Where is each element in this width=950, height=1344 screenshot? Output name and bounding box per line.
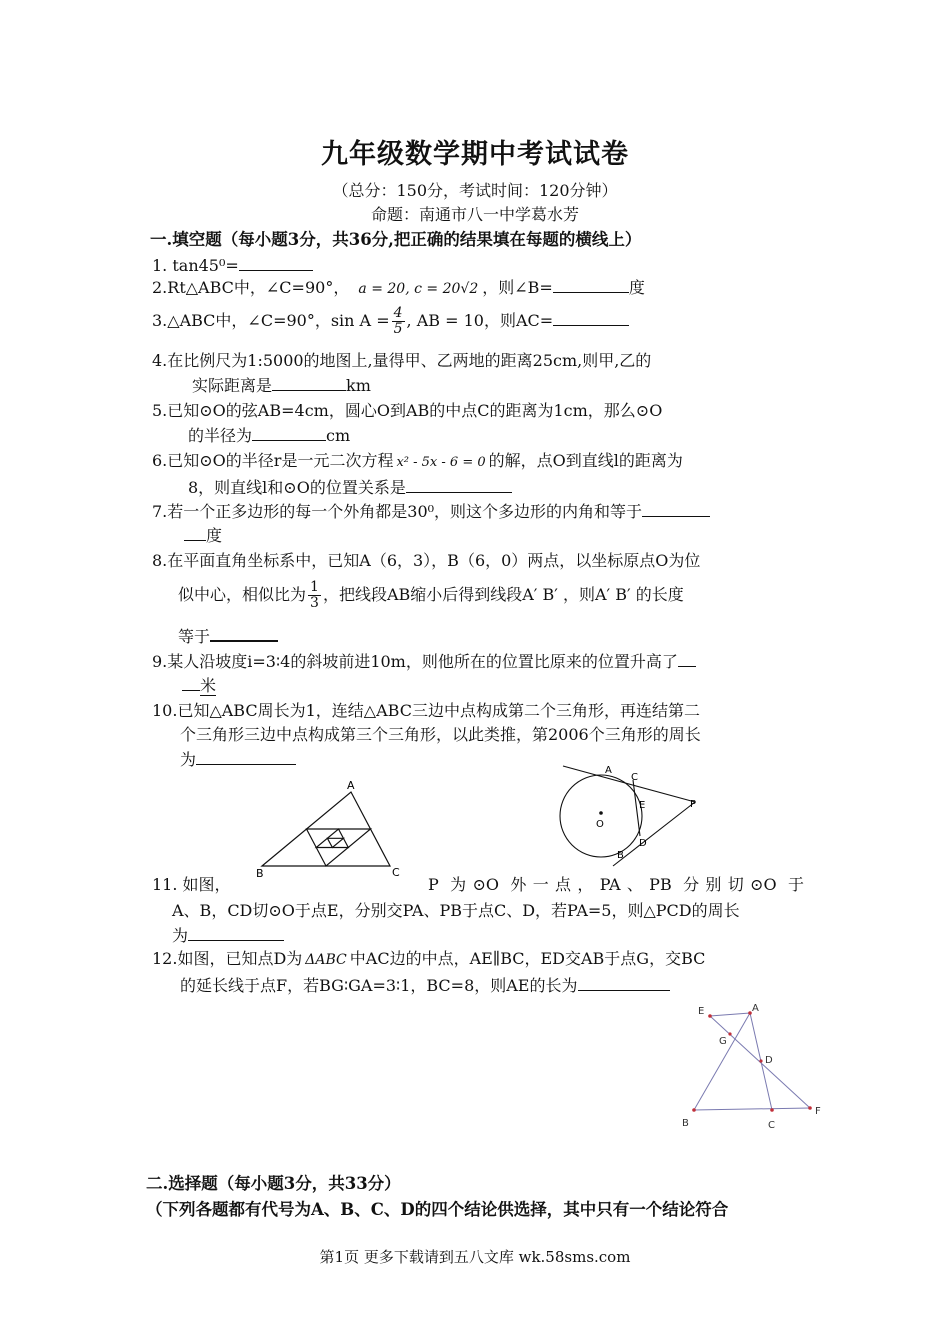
question-9-line-2	[182, 674, 216, 697]
question-8-text-c: ，把线段AB缩小后得到线段A′ B′ ，则A′ B′ 的长度	[322, 585, 684, 604]
segment-bf	[694, 1108, 810, 1110]
question-7-unit: 度	[206, 526, 223, 545]
fig1-label-a: A	[347, 780, 355, 792]
answer-blank	[188, 924, 284, 941]
answer-blank	[406, 476, 512, 493]
point-b	[692, 1108, 696, 1112]
question-2-text: 2.Rt△ABC中，∠C=90°，	[152, 278, 350, 297]
answer-blank	[642, 500, 710, 517]
answer-blank	[578, 974, 670, 991]
question-6-math: x² - 5x - 6 = 0	[396, 455, 486, 470]
question-5-text: 的半径为	[188, 426, 253, 445]
question-11-line-3	[172, 924, 284, 947]
answer-blank	[182, 674, 200, 691]
fig2-label-c: C	[631, 772, 638, 783]
fraction-numerator: 1	[310, 579, 319, 595]
fig3-label-g: G	[719, 1036, 727, 1047]
exam-author: 命题：南通市八一中学葛水芳	[370, 205, 579, 224]
question-2-unit: 度	[628, 278, 645, 297]
section-2-note: （下列各题都有代号为A、B、C、D的四个结论供选择，其中只有一个结论符合	[146, 1200, 729, 1219]
fig2-label-b: B	[617, 850, 624, 861]
fraction-numerator: 4	[393, 305, 403, 321]
fig3-label-a: A	[752, 1003, 759, 1014]
question-6-text-b: 的解，点O到直线l的距离为	[488, 451, 683, 470]
question-3-text: 3.△ABC中，∠C=90°，sin A =	[152, 311, 390, 330]
question-11-line-1b	[428, 874, 804, 896]
answer-blank	[252, 424, 326, 441]
section-1-heading: 一.填空题（每小题3分，共36分,把正确的结果填在每题的横线上）	[150, 230, 642, 249]
point-g	[728, 1032, 731, 1035]
question-1-text: 1. tan45⁰=	[152, 256, 239, 275]
question-2	[152, 276, 645, 300]
question-12-math: ΔABC	[305, 952, 347, 968]
trapezoid-figure	[670, 1000, 826, 1134]
question-10-line-1: 10.已知△ABC周长为1，连结△ABC三边中点构成第二个三角形，再连结第二	[152, 701, 700, 720]
question-9-text: 9.某人沿坡度i=3∶4的斜坡前进10m，则他所在的位置比原来的位置升高了	[152, 652, 678, 671]
fig3-label-d: D	[765, 1055, 773, 1066]
question-8-text: 似中心，相似比为	[178, 585, 307, 604]
answer-blank	[678, 650, 696, 667]
tangent-line-pb	[613, 802, 695, 866]
answer-blank	[553, 309, 629, 326]
question-12-line-1	[152, 948, 705, 971]
question-8-line-2	[178, 580, 684, 611]
question-7-line-2	[184, 524, 222, 547]
point-c	[770, 1108, 774, 1112]
question-8-line-1: 8.在平面直角坐标系中，已知A（6，3），B（6，0）两点，以坐标原点O为位	[152, 551, 701, 570]
question-7-text: 7.若一个正多边形的每一个外角都是30⁰，则这个多边形的内角和等于	[152, 502, 643, 521]
question-1	[152, 254, 313, 277]
question-12-text: 12.如图，已知点D为	[152, 949, 303, 968]
question-6-text-c: 8，则直线l和⊙O的位置关系是	[188, 478, 406, 497]
exam-info: （总分：150分，考试时间：120分钟）	[332, 181, 618, 200]
question-10-line-2: 个三角形三边中点构成第三个三角形，以此类推，第2006个三角形的周长	[180, 725, 701, 744]
question-12-text-b: 中AC边的中点，AE∥BC，ED交AB于点G，交BC	[349, 949, 706, 968]
point-f	[808, 1106, 812, 1110]
triangle-mid-4	[327, 838, 343, 847]
question-4-line-1: 4.在比例尺为1:5000的地图上,量得甲、乙两地的距离25cm,则甲,乙的	[152, 351, 652, 370]
question-8-line-3	[178, 624, 278, 648]
fraction-denominator: 3	[310, 595, 319, 611]
fig3-label-b: B	[682, 1118, 689, 1129]
question-11-line-2: A、B，CD切⊙O于点E，分别交PA、PB于点C、D，若PA=5，则△PCD的周长	[172, 901, 740, 920]
question-4-text: 实际距离是	[192, 376, 273, 395]
center-point-o	[599, 811, 603, 815]
question-11-line-1a: 11. 如图，	[152, 875, 231, 894]
fig2-label-p: P	[690, 799, 697, 810]
fig2-label-e: E	[639, 800, 646, 811]
question-10-line-3	[180, 748, 296, 771]
question-8-fraction	[308, 580, 321, 611]
fig1-label-c: C	[392, 866, 400, 879]
tangent-circle-figure	[555, 758, 715, 876]
answer-blank	[196, 748, 296, 765]
fraction-denominator: 5	[393, 321, 403, 337]
question-6-text: 6.已知⊙O的半径r是一元二次方程	[152, 451, 394, 470]
question-4-unit: km	[346, 376, 371, 395]
question-6-line-1	[152, 450, 683, 474]
question-11-text-d: 为	[172, 926, 189, 945]
question-5-unit: cm	[326, 426, 351, 445]
question-9-unit: 米	[200, 676, 217, 695]
question-12-text-c: 的延长线于点F，若BG∶GA=3∶1，BC=8，则AE的长为	[180, 976, 578, 995]
fig3-label-f: F	[815, 1106, 821, 1117]
fig2-label-a: A	[605, 765, 612, 776]
question-3-text-b: , AB = 10，则AC=	[406, 311, 554, 330]
answer-blank	[272, 374, 346, 391]
fig2-label-o: O	[596, 819, 604, 830]
section-2-heading: 二.选择题（每小题3分，共33分）	[146, 1174, 401, 1193]
answer-blank	[553, 276, 629, 293]
answer-blank	[239, 254, 313, 271]
point-d	[759, 1059, 762, 1062]
question-2-math: a = 20, c = 20√2	[358, 281, 479, 297]
circle-o	[560, 775, 642, 857]
fig2-label-d: D	[639, 838, 647, 849]
question-4-line-2	[192, 374, 371, 397]
question-9-line-1	[152, 650, 696, 673]
question-11-text-b: P 为⊙O 外一点，PA、PB 分别切⊙O 于	[428, 875, 804, 894]
answer-blank	[210, 624, 278, 642]
nested-triangles-figure	[252, 780, 412, 880]
question-2-text-b: ，则∠B=	[482, 278, 553, 297]
question-3-fraction	[392, 306, 405, 337]
page-title: 九年级数学期中考试试卷	[321, 139, 629, 170]
fig3-label-c: C	[768, 1120, 775, 1131]
tangent-line-pa	[563, 766, 695, 802]
question-5-line-1: 5.已知⊙O的弦AB=4cm，圆心O到AB的中点C的距离为1cm，那么⊙O	[152, 401, 663, 420]
question-7-line-1	[152, 500, 710, 523]
question-10-text-c: 为	[180, 750, 197, 769]
fig1-label-b: B	[256, 867, 264, 880]
point-e	[708, 1014, 712, 1018]
page-footer: 第1页 更多下载请到五八文库 wk.58sms.com	[319, 1248, 631, 1266]
answer-blank	[184, 524, 206, 541]
segment-ea	[710, 1013, 750, 1016]
question-8-text-d: 等于	[178, 627, 211, 646]
question-3	[152, 306, 629, 337]
question-12-line-2	[180, 974, 670, 997]
fig3-label-e: E	[698, 1006, 705, 1017]
question-5-line-2	[188, 424, 350, 447]
question-6-line-2	[188, 476, 512, 499]
